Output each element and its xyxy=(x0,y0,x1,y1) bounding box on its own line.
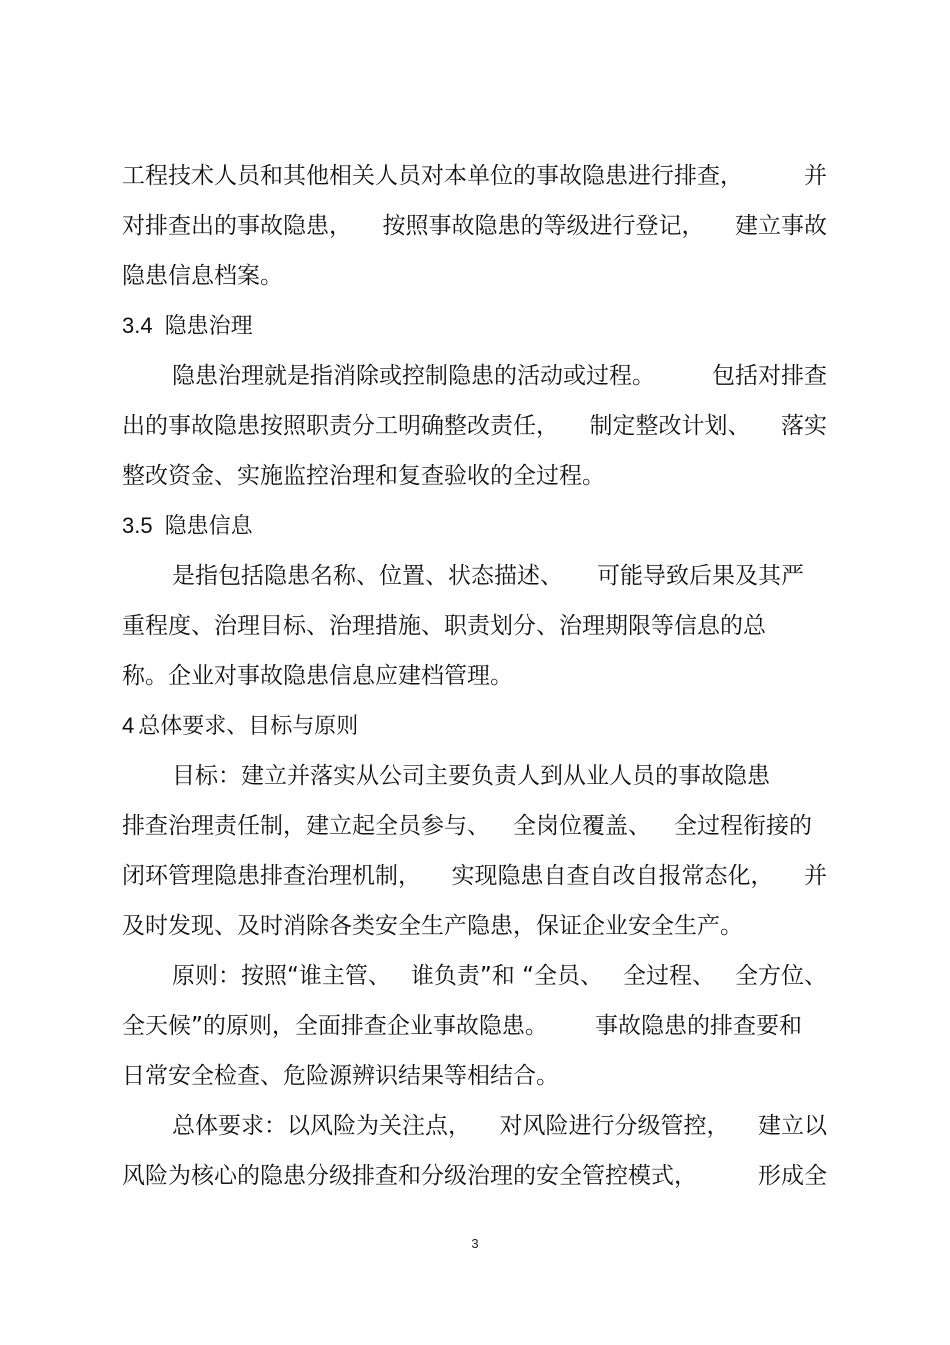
text-segment: 工程技术人员和其他相关人员对本单位的事故隐患进行排查， xyxy=(122,163,743,189)
text-segment: 全方位、 xyxy=(734,963,827,989)
section-heading-4 xyxy=(122,711,358,742)
text-segment: 闭环管理隐患排查治理机制， xyxy=(122,863,421,889)
text-segment: 出的事故隐患按照职责分工明确整改责任， xyxy=(122,413,559,439)
text-line xyxy=(122,211,827,241)
text-line xyxy=(122,811,812,841)
text-line xyxy=(172,761,827,791)
text-line xyxy=(122,611,827,641)
section-number: 4 xyxy=(122,713,135,738)
text-segment: 隐患治理就是指消除或控制隐患的活动或过程。 xyxy=(172,363,655,389)
text-segment: 称。企业对事故隐患信息应建档管理。 xyxy=(122,663,513,689)
text-line xyxy=(122,1011,802,1041)
text-segment: 原则：按照“谁主管、 xyxy=(172,963,391,989)
text-line xyxy=(122,1061,827,1091)
text-segment: 落实 xyxy=(781,413,827,439)
section-heading-3-4 xyxy=(122,311,253,342)
text-segment: 对排查出的事故隐患， xyxy=(122,213,352,239)
text-line xyxy=(172,561,804,591)
text-segment: 全岗位覆盖、 xyxy=(513,813,651,839)
text-segment: 是指包括隐患名称、位置、状态描述、 xyxy=(172,563,563,589)
section-heading-3-5 xyxy=(122,511,253,542)
text-segment: 并 xyxy=(804,163,827,189)
text-line xyxy=(122,911,827,941)
text-segment: 包括对排查 xyxy=(712,363,827,389)
section-title: 总体要求、目标与原则 xyxy=(138,714,359,739)
text-segment: 目标：建立并落实从公司主要负责人到从业人员的事故隐患 xyxy=(172,763,770,789)
text-segment: 及时发现、及时消除各类安全生产隐患，保证企业安全生产。 xyxy=(122,913,743,939)
text-segment: 隐患信息档案。 xyxy=(122,263,283,289)
text-segment: 实现隐患自查自改自报常态化， xyxy=(451,863,774,889)
text-segment: 制定整改计划、 xyxy=(589,413,751,439)
text-segment: 建立事故 xyxy=(735,213,827,239)
text-segment: 事故隐患的排查要和 xyxy=(595,1013,802,1039)
text-line xyxy=(172,1111,827,1141)
text-segment: 全过程、 xyxy=(623,963,716,989)
text-line xyxy=(122,161,827,191)
text-segment: 全天候”的原则，全面排查企业事故隐患。 xyxy=(122,1013,548,1039)
text-segment: 排查治理责任制，建立起全员参与、 xyxy=(122,813,490,839)
text-segment: 重程度、治理目标、治理措施、职责划分、治理期限等信息的总 xyxy=(122,613,766,639)
section-title: 隐患信息 xyxy=(164,514,253,539)
text-segment: 形成全 xyxy=(758,1163,827,1189)
text-line xyxy=(172,361,827,391)
text-segment: 按照事故隐患的等级进行登记， xyxy=(382,213,705,239)
text-segment: 可能导致后果及其严 xyxy=(597,563,804,589)
section-number: 3.5 xyxy=(122,513,153,538)
text-segment: 全过程衔接的 xyxy=(674,813,812,839)
text-segment: 并 xyxy=(804,863,827,889)
text-segment: 总体要求：以风险为关注点， xyxy=(172,1113,471,1139)
text-line xyxy=(122,1161,827,1191)
text-segment: 对风险进行分级管控， xyxy=(499,1113,730,1139)
text-line xyxy=(122,861,827,891)
text-segment: 建立以 xyxy=(758,1113,827,1139)
section-number: 3.4 xyxy=(122,313,153,338)
text-segment: 日常安全检查、危险源辨识结果等相结合。 xyxy=(122,1063,559,1089)
text-segment: 整改资金、实施监控治理和复查验收的全过程。 xyxy=(122,463,605,489)
text-segment: 风险为核心的隐患分级排查和分级治理的安全管控模式， xyxy=(122,1163,697,1189)
text-line xyxy=(172,961,827,991)
page-number: 3 xyxy=(471,1236,479,1251)
text-line xyxy=(122,411,827,441)
text-line xyxy=(122,661,827,691)
text-segment: 谁负责”和 “全员、 xyxy=(410,963,604,989)
section-title: 隐患治理 xyxy=(164,314,253,339)
text-line xyxy=(122,261,827,291)
text-line xyxy=(122,461,827,491)
